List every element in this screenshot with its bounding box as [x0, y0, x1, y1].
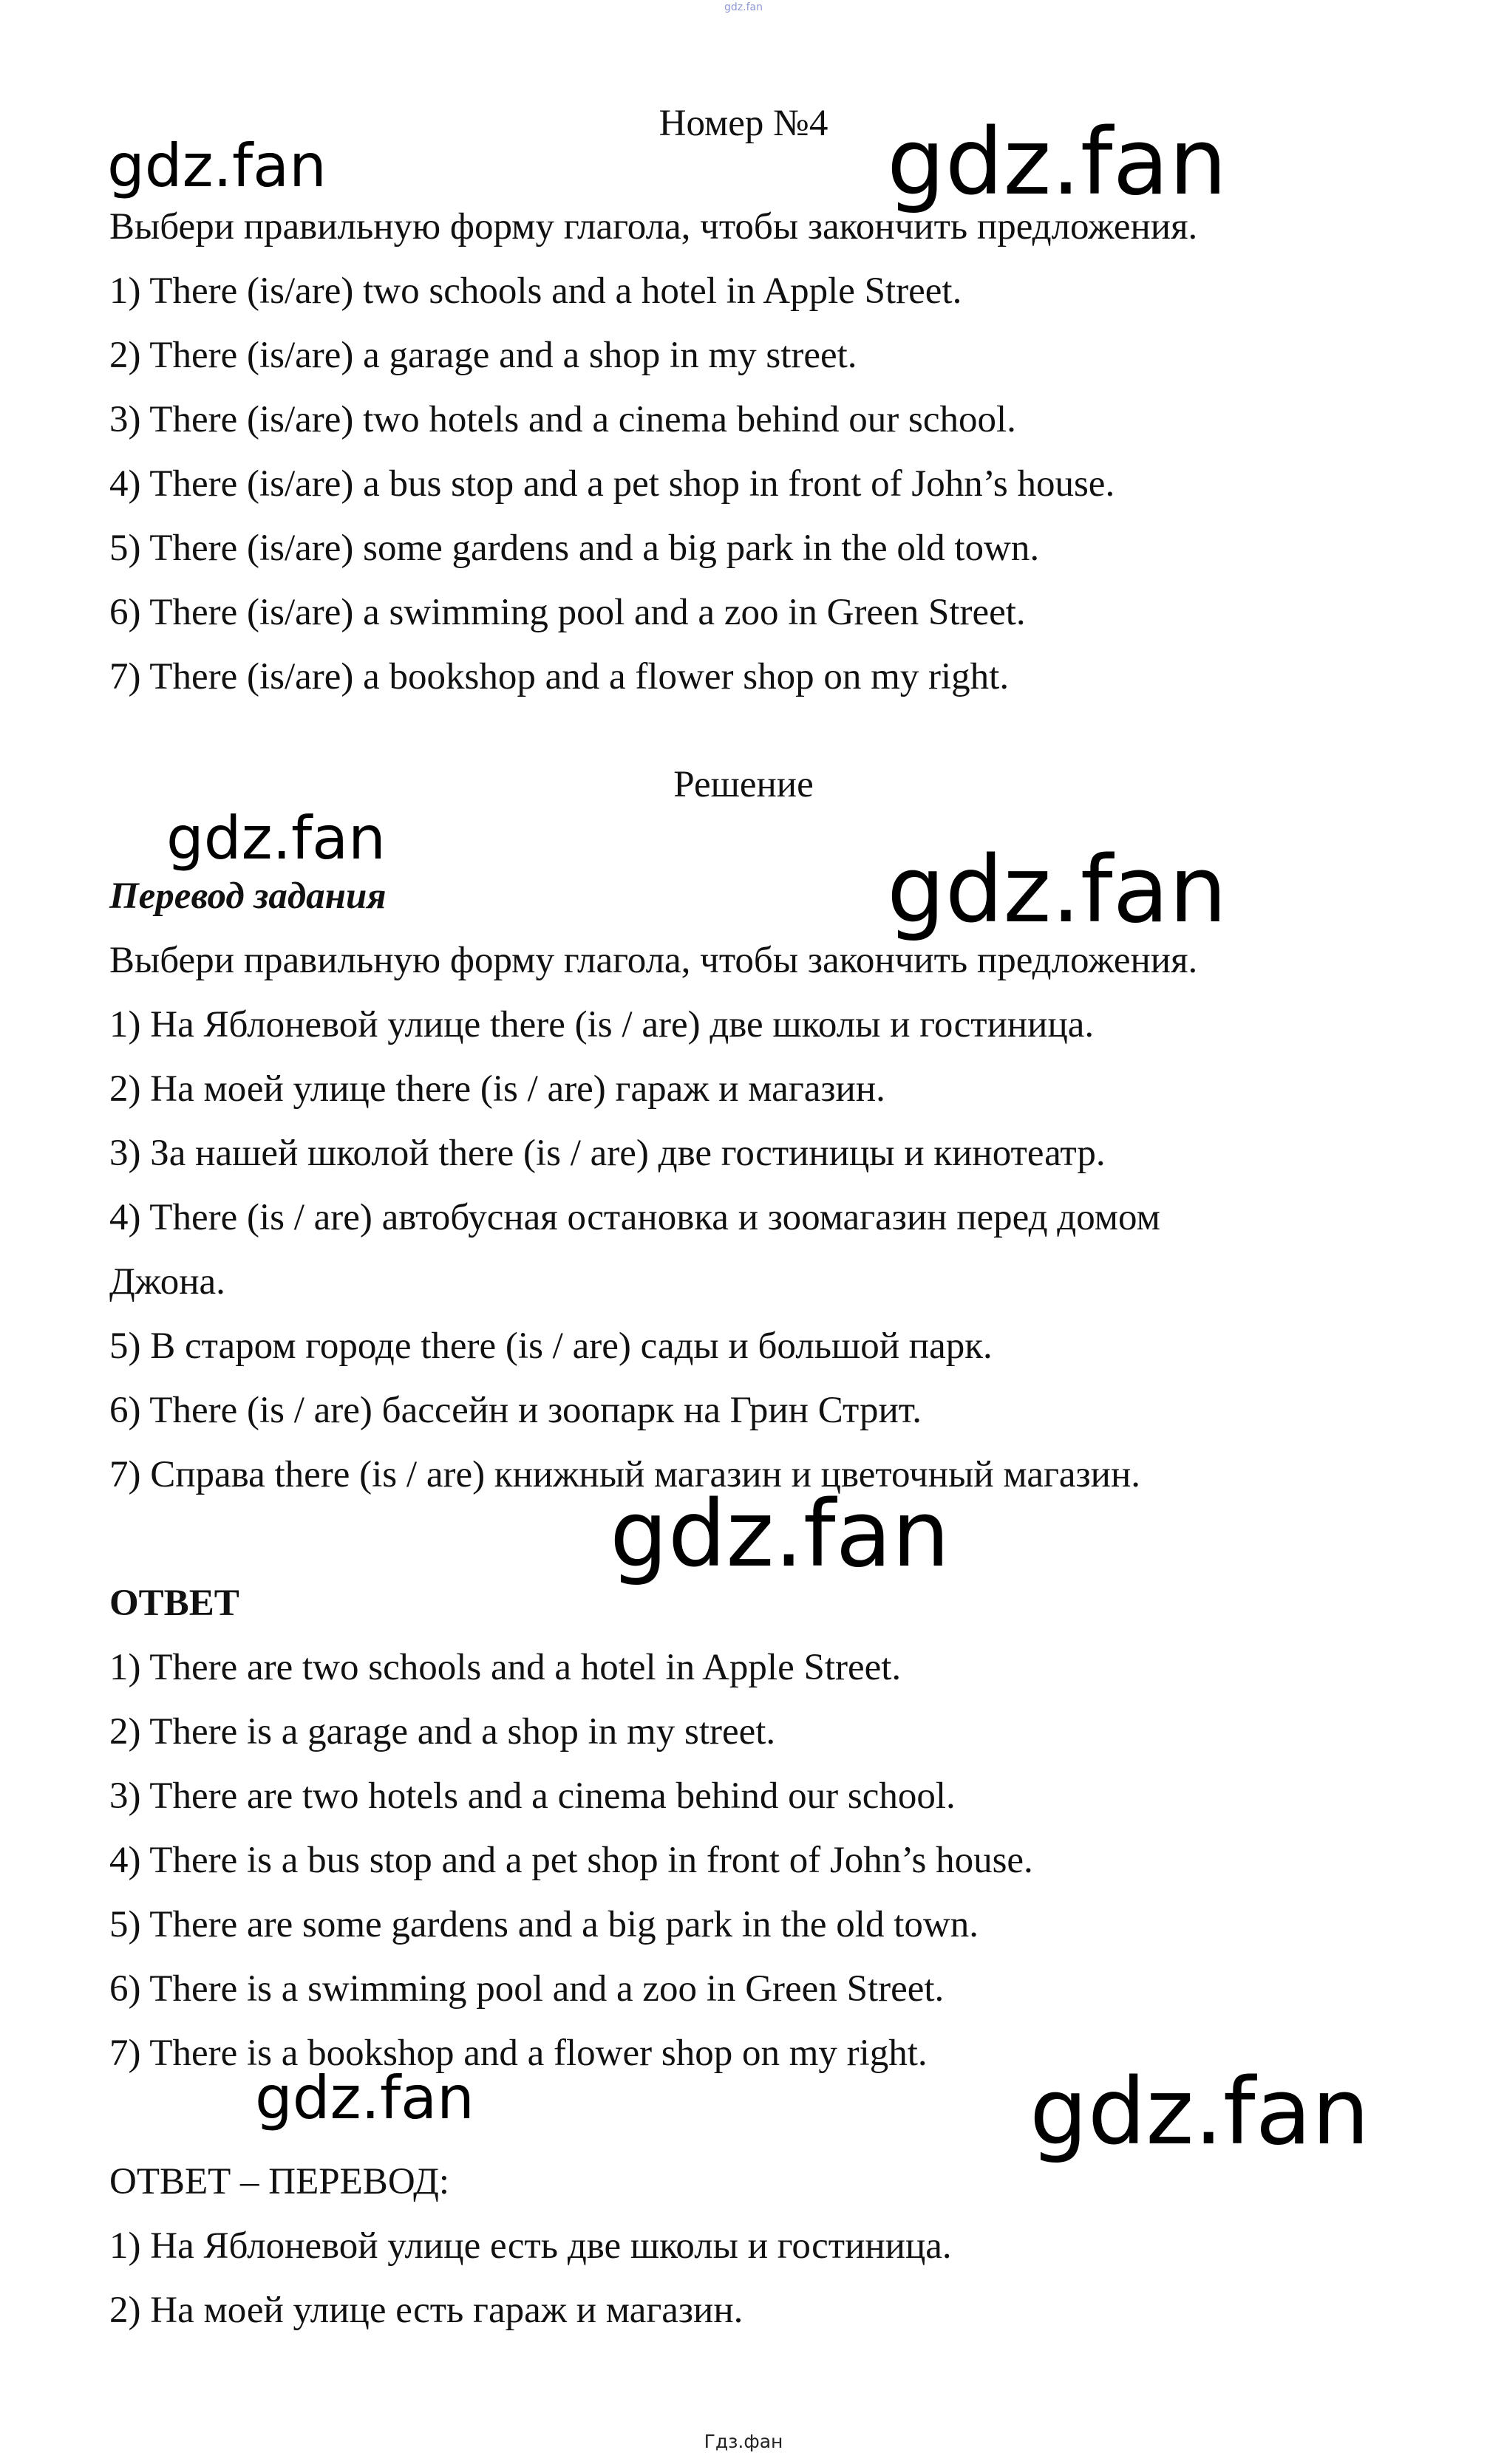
answer-item-4: 4) There is a bus stop and a pet shop in front of John’s house.: [109, 1840, 1033, 1881]
task-item-1: 1) There (is/are) two schools and a hotel in Apple Street.: [109, 270, 962, 312]
translation-line-5: 5) В старом городе there (is / are) сады и большой парк.: [109, 1325, 993, 1367]
answer-item-2: 2) There is a garage and a shop in my street.: [109, 1711, 776, 1753]
watermark: gdz.fan: [107, 132, 327, 200]
translation-heading: Перевод задания: [109, 876, 387, 917]
watermark: gdz.fan: [255, 2064, 474, 2132]
translation-line-4-cont: Джона.: [109, 1261, 225, 1303]
solution-heading: Решение: [673, 764, 814, 805]
watermark: gdz.fan: [887, 109, 1228, 216]
task-title: Номер №4: [659, 103, 828, 144]
task-item-6: 6) There (is/are) a swimming pool and a zoo in Green Street.: [109, 592, 1026, 633]
header-watermark: gdz.fan: [724, 1, 763, 13]
watermark: gdz.fan: [887, 837, 1228, 943]
answer-item-6: 6) There is a swimming pool and a zoo in Green Street.: [109, 1968, 945, 2010]
translation-line-2: 2) На моей улице there (is / are) гараж и магазин.: [109, 1068, 885, 1110]
translation-line-4: 4) There (is / are) автобусная остановка и зоомагазин перед домом: [109, 1197, 1160, 1238]
task-item-7: 7) There (is/are) a bookshop and a flower shop on my right.: [109, 656, 1010, 697]
task-item-2: 2) There (is/are) a garage and a shop in my street.: [109, 335, 857, 376]
answer-translation-item-1: 1) На Яблоневой улице есть две школы и гостиница.: [109, 2225, 952, 2267]
task-item-4: 4) There (is/are) a bus stop and a pet shop in front of John’s house.: [109, 463, 1115, 505]
translation-line-3: 3) За нашей школой there (is / are) две гостиницы и кинотеатр.: [109, 1133, 1106, 1174]
watermark: gdz.fan: [610, 1481, 950, 1588]
answer-item-3: 3) There are two hotels and a cinema behind our school.: [109, 1775, 956, 1817]
task-instruction: Выбери правильную форму глагола, чтобы закончить предложения.: [109, 206, 1198, 248]
answer-heading: ОТВЕТ: [109, 1583, 239, 1624]
translation-line-6: 6) There (is / are) бассейн и зоопарк на Грин Стрит.: [109, 1390, 922, 1431]
answer-translation-heading: ОТВЕТ – ПЕРЕВОД:: [109, 2161, 450, 2202]
translation-line-7: 7) Справа there (is / are) книжный магазин и цветочный магазин.: [109, 1454, 1141, 1495]
answer-item-5: 5) There are some gardens and a big park in the old town.: [109, 1904, 979, 1945]
translation-line-1: 1) На Яблоневой улице there (is / are) две школы и гостиница.: [109, 1004, 1095, 1045]
watermark: gdz.fan: [1030, 2059, 1370, 2166]
task-item-3: 3) There (is/are) two hotels and a cinema behind our school.: [109, 399, 1016, 440]
footer-watermark: Гдз.фан: [704, 2431, 783, 2452]
answer-item-1: 1) There are two schools and a hotel in Apple Street.: [109, 1647, 902, 1688]
translation-instruction: Выбери правильную форму глагола, чтобы закончить предложения.: [109, 940, 1198, 981]
answer-item-7: 7) There is a bookshop and a flower shop on my right.: [109, 2033, 928, 2074]
watermark: gdz.fan: [166, 804, 386, 873]
answer-translation-item-2: 2) На моей улице есть гараж и магазин.: [109, 2290, 744, 2331]
task-item-5: 5) There (is/are) some gardens and a big park in the old town.: [109, 528, 1040, 569]
